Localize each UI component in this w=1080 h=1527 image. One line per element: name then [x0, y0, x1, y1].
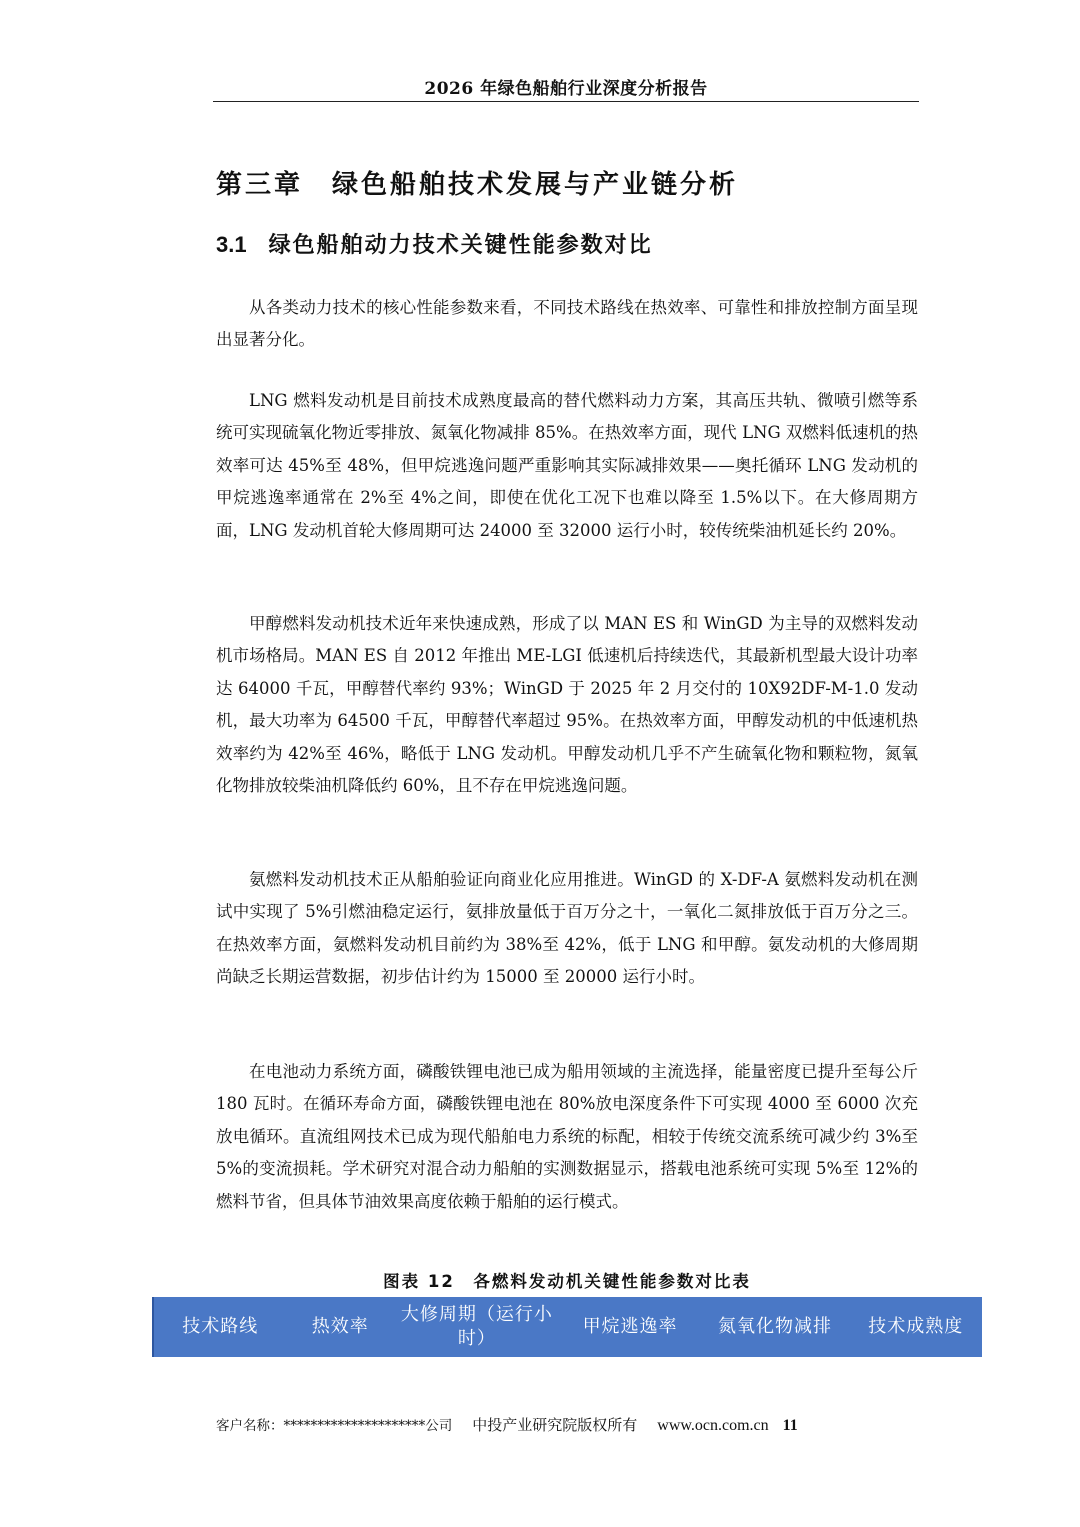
- table-header-cell: 大修周期（运行小时）: [400, 1304, 553, 1349]
- table-header-row: [154, 1297, 982, 1357]
- footer-client: 客户名称：*********************公司: [216, 1418, 453, 1434]
- section-title: 绿色船舶动力技术关键性能参数对比: [268, 233, 653, 258]
- table-header-cell: 热效率: [311, 1316, 369, 1337]
- chapter-title: 第三章 绿色船舶技术发展与产业链分析: [216, 170, 739, 200]
- section-number: 3.1: [216, 232, 247, 257]
- comparison-table: [152, 1297, 982, 1357]
- table-header-cell: 技术路线: [182, 1316, 259, 1337]
- page-header: 2026 年绿色船舶行业深度分析报告: [424, 79, 708, 99]
- footer-copyright: 中投产业研究院版权所有: [472, 1416, 638, 1434]
- body-paragraph: 甲醇燃料发动机技术近年来快速成熟，形成了以 MAN ES 和 WinGD 为主导的双燃料发动机市场格局。MAN ES 自 2012 年推出 ME-LGI 低速机后持续迭代，其最新机型最大设计功率达 64000 千瓦，甲醇替代率约 93%；WinGD 于 2025 年 2 月交付的 10X92DF-M-1.0 发动机，最大功率为 64500 千瓦，甲醇替代率超过 95%。在热效率方面，甲醇发动机的中低速机热效率约为 42%至 46%，略低于 LNG 发动机。甲醇发动机几乎不产生硫氧化物和颗粒物，氮氧化物排放较柴油机降低约 60%，且不存在甲烷逃逸问题。: [216, 614, 918, 796]
- footer-website-link[interactable]: www.ocn.com.cn: [657, 1417, 769, 1434]
- table-header-cell: 技术成熟度: [868, 1316, 964, 1337]
- page-number: 11: [782, 1417, 798, 1434]
- page-footer: [216, 1414, 918, 1435]
- section-heading: [216, 228, 653, 259]
- body-paragraph: 氨燃料发动机技术正从船舶验证向商业化应用推进。WinGD 的 X-DF-A 氨燃料发动机在测试中实现了 5%引燃油稳定运行，氨排放量低于百万分之十，一氧化二氮排放低于百万分之三。在热效率方面，氨燃料发动机目前约为 38%至 42%，低于 LNG 和甲醇。氨发动机的大修周期尚缺乏长期运营数据，初步估计约为 15000 至 20000 运行小时。: [216, 870, 918, 987]
- table-header-cell: 甲烷逃逸率: [582, 1316, 678, 1337]
- table-header-cell: 氮氧化物减排: [717, 1316, 832, 1337]
- header-divider: [213, 101, 919, 102]
- body-paragraph: 从各类动力技术的核心性能参数来看，不同技术路线在热效率、可靠性和排放控制方面呈现出显著分化。: [216, 298, 918, 350]
- table-caption: 图表 12 各燃料发动机关键性能参数对比表: [383, 1272, 751, 1291]
- body-paragraph: 在电池动力系统方面，磷酸铁锂电池已成为船用领域的主流选择，能量密度已提升至每公斤 180 瓦时。在循环寿命方面，磷酸铁锂电池在 80%放电深度条件下可实现 4000 至 6000 次充放电循环。直流组网技术已成为现代船舶电力系统的标配，相较于传统交流系统可减少约 3%至 5%的变流损耗。学术研究对混合动力船舶的实测数据显示，搭载电池系统可实现 5%至 12%的燃料节省，但具体节油效果高度依赖于船舶的运行模式。: [216, 1062, 918, 1211]
- body-paragraph: LNG 燃料发动机是目前技术成熟度最高的替代燃料动力方案，其高压共轨、微喷引燃等系统可实现硫氧化物近零排放、氮氧化物减排 85%。在热效率方面，现代 LNG 双燃料低速机的热效率可达 45%至 48%，但甲烷逃逸问题严重影响其实际减排效果——奥托循环 LNG 发动机的甲烷逃逸率通常在 2%至 4%之间，即使在优化工况下也难以降至 1.5%以下。在大修周期方面，LNG 发动机首轮大修周期可达 24000 至 32000 运行小时，较传统柴油机延长约 20%。: [216, 391, 918, 540]
